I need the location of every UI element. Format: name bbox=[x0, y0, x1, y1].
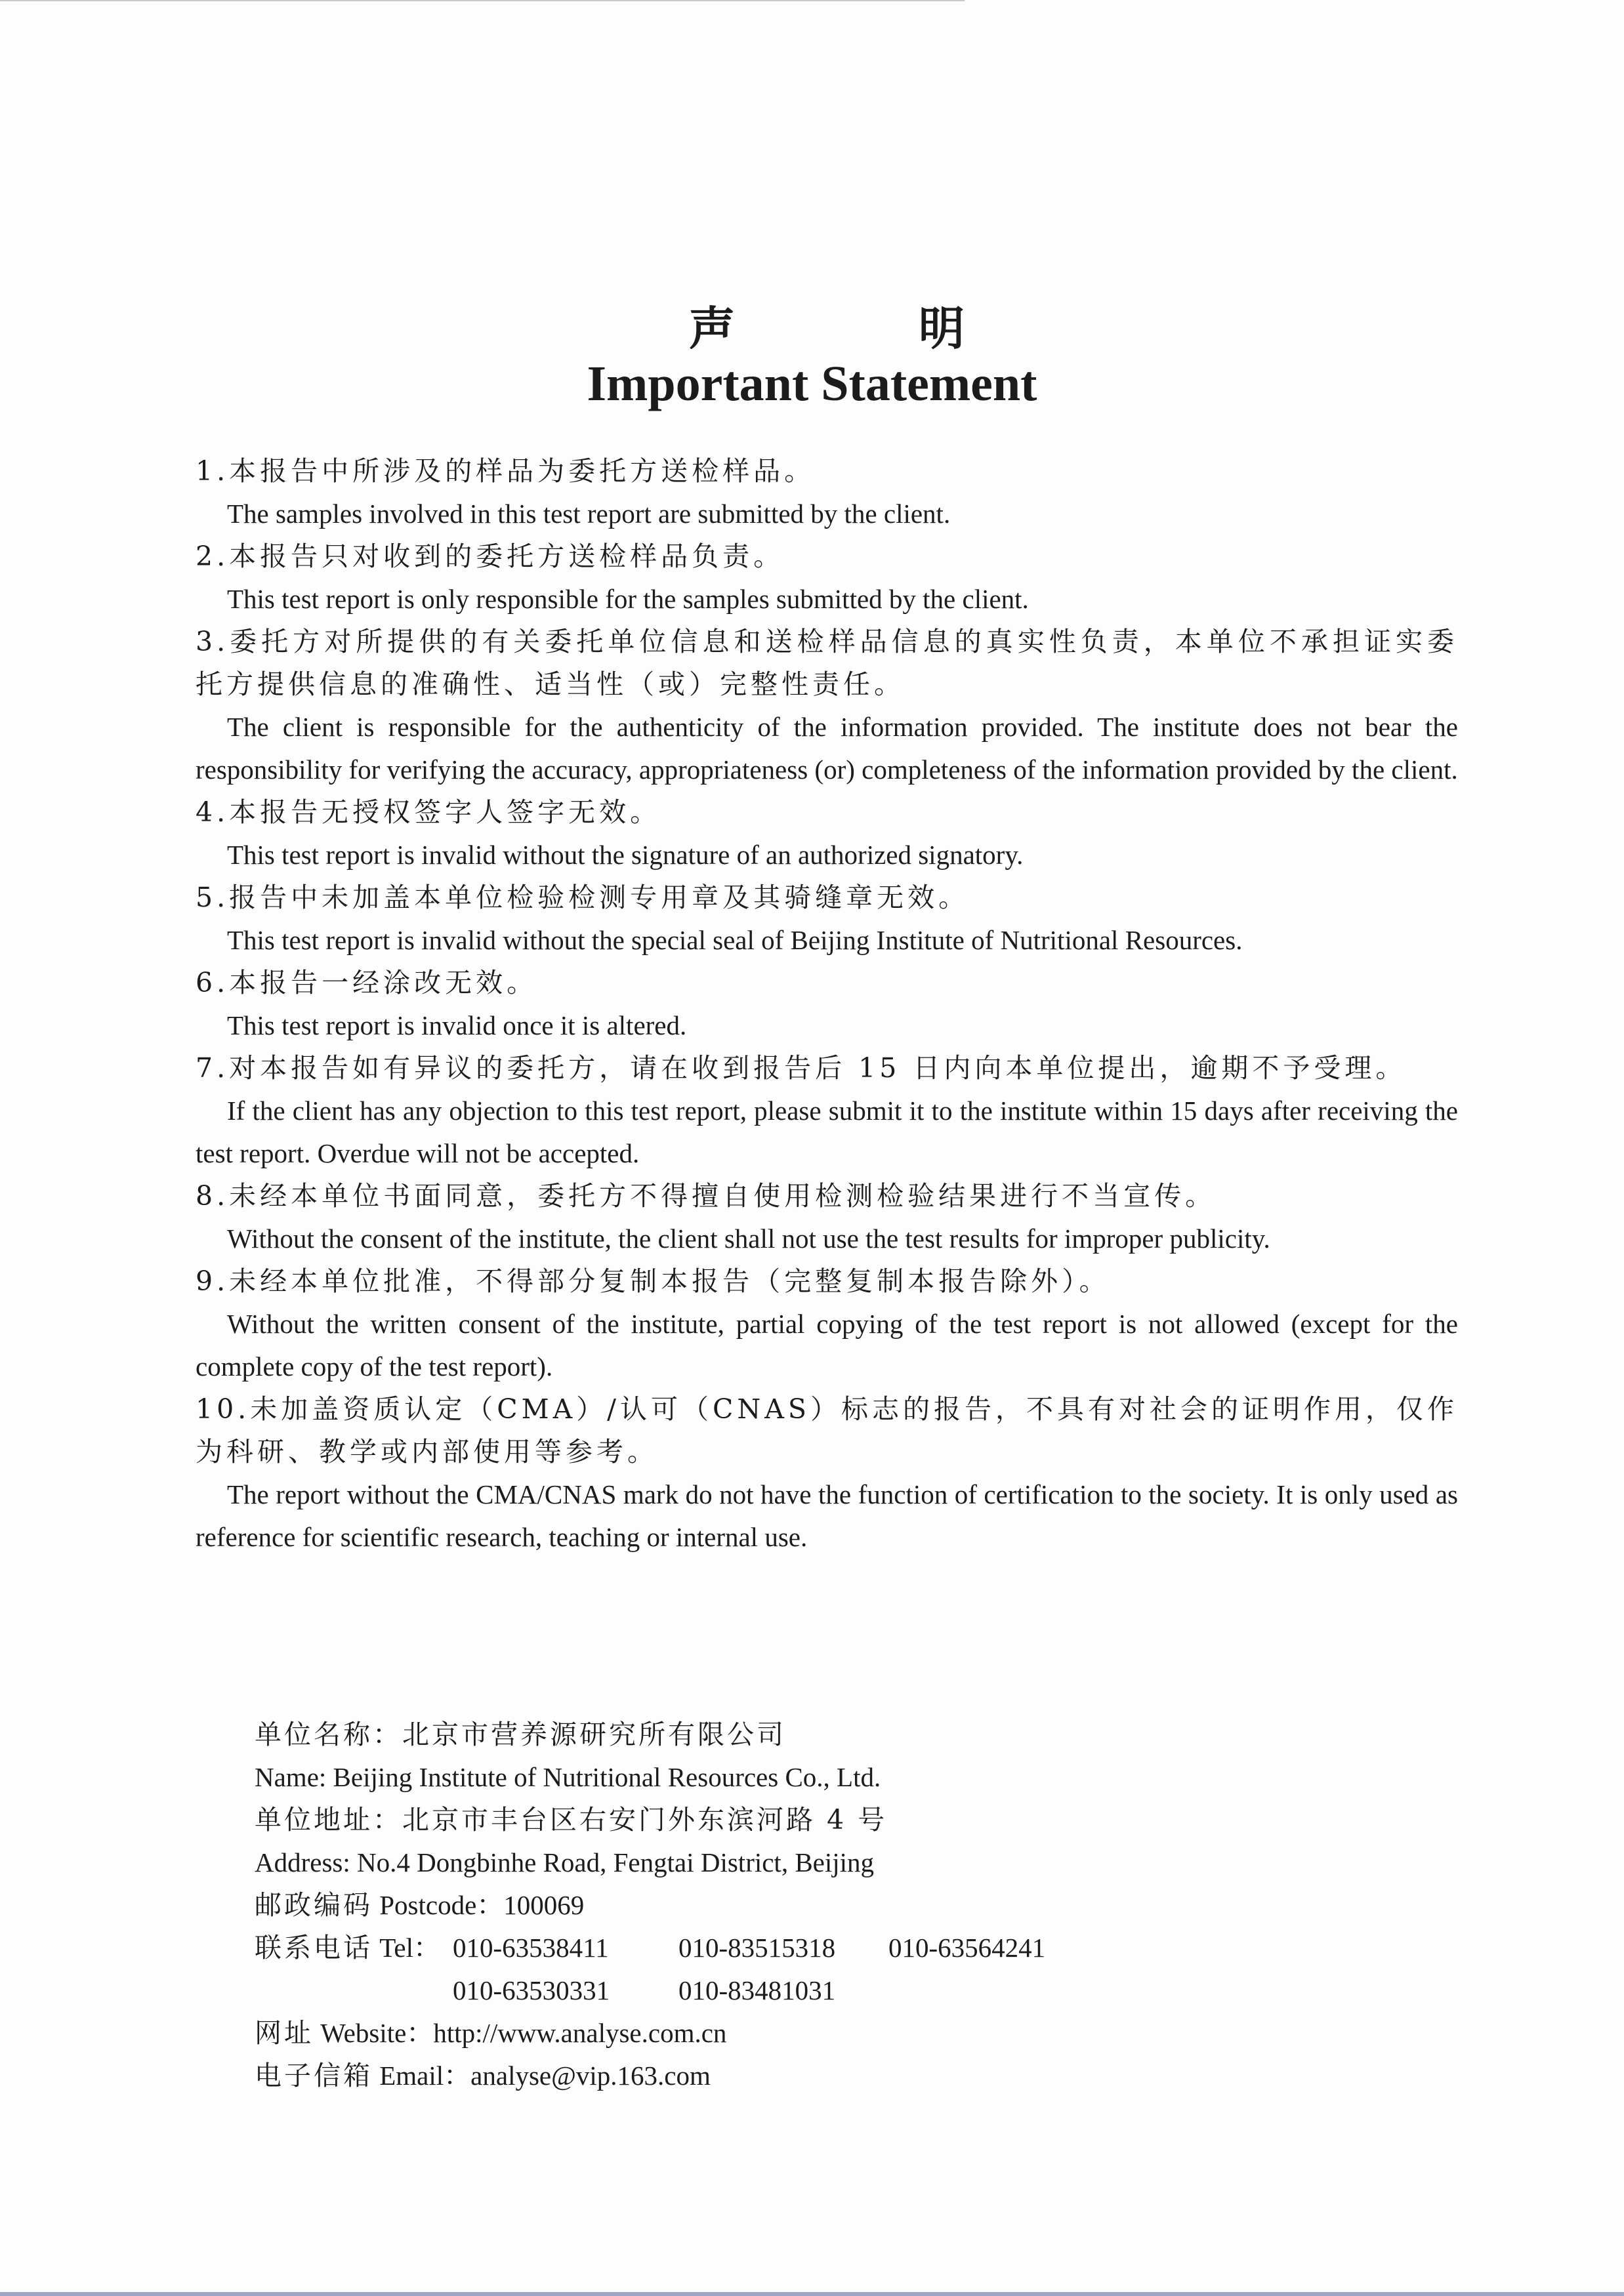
scan-bottom-edge bbox=[0, 2292, 1624, 2296]
contact-name-cn-row bbox=[255, 1713, 1173, 1756]
contact-tel-number-4: 010-63530331 bbox=[453, 1975, 610, 2005]
scan-edge-line bbox=[0, 0, 965, 1]
contact-tel-number-3: 010-63564241 bbox=[888, 1933, 1046, 1963]
contact-postcode-en-label: Postcode： bbox=[373, 1890, 504, 1920]
contact-block bbox=[255, 1713, 1173, 2097]
contact-tel-number-1: 010-63538411 bbox=[453, 1933, 609, 1963]
statement-8-en: Without the consent of the institute, the client shall not use the test results for improper publicity. bbox=[227, 1223, 1270, 1254]
statement-9-en: Without the written consent of the institute, partial copying of the test report is not allowed (except for the complete copy of the test report). bbox=[196, 1309, 1458, 1382]
contact-address-cn: 北京市丰台区右安门外东滨河路 4 号 bbox=[402, 1804, 888, 1835]
contact-address-en: Address: No.4 Dongbinhe Road, Fengtai District, Beijing bbox=[255, 1847, 875, 1877]
contact-website-cn-label: 网址 bbox=[255, 2017, 314, 2049]
statement-10-en: The report without the CMA/CNAS mark do not have the function of certification to the society. It is only used as reference for scientific research, teaching or internal use. bbox=[196, 1479, 1458, 1552]
contact-email-cn-label: 电子信箱 bbox=[255, 2060, 373, 2091]
statement-8-cn: 8.未经本单位书面同意，委托方不得擅自使用检测检验结果进行不当宣传。 bbox=[196, 1180, 1217, 1212]
statement-9-cn: 9.未经本单位批准，不得部分复制本报告（完整复制本报告除外）。 bbox=[196, 1265, 1110, 1297]
contact-postcode-cn-label: 邮政编码 bbox=[255, 1889, 373, 1921]
contact-name-cn-label: 单位名称： bbox=[255, 1719, 402, 1750]
contact-address-cn-label: 单位地址： bbox=[255, 1804, 402, 1835]
contact-tel-number-2: 010-83515318 bbox=[678, 1933, 836, 1963]
heading-en: Important Statement bbox=[587, 356, 1037, 411]
statement-7-en: If the client has any objection to this test report, please submit it to the institute within 15 days after receiving the test report. Overdue will not be accepted. bbox=[196, 1096, 1458, 1168]
statement-10-cn: 10.未加盖资质认定（CMA）/认可（CNAS）标志的报告，不具有对社会的证明作用，仅作为科研、教学或内部使用等参考。 bbox=[196, 1393, 1458, 1467]
statement-7-cn: 7.对本报告如有异议的委托方，请在收到报告后 15 日内向本单位提出，逾期不予受理。 bbox=[196, 1052, 1407, 1084]
statement-5-en: This test report is invalid without the special seal of Beijing Institute of Nutritional Resources. bbox=[227, 925, 1243, 955]
contact-email-en-label: Email： bbox=[373, 2060, 471, 2091]
contact-name-en: Name: Beijing Institute of Nutritional Resources Co., Ltd. bbox=[255, 1762, 881, 1792]
contact-email-row bbox=[255, 2055, 1173, 2097]
statement-5-cn: 5.报告中未加盖本单位检验检测专用章及其骑缝章无效。 bbox=[196, 882, 970, 913]
contact-website-row bbox=[255, 2012, 1173, 2055]
contact-tel-row-2 bbox=[255, 1969, 1173, 2012]
contact-email: analyse@vip.163.com bbox=[470, 2060, 711, 2091]
statement-3-en: The client is responsible for the authenticity of the information provided. The institute does not bear the responsibility for verifying the accuracy, appropriateness (or) completeness of the information provided by the client. bbox=[196, 712, 1458, 785]
statement-list bbox=[196, 450, 1458, 1559]
statement-6-cn: 6.本报告一经涂改无效。 bbox=[196, 967, 538, 998]
contact-website-en-label: Website： bbox=[314, 2018, 434, 2048]
contact-website: http://www.analyse.com.cn bbox=[433, 2018, 727, 2048]
statement-4-en: This test report is invalid without the signature of an authorized signatory. bbox=[227, 840, 1024, 870]
statement-2-en: This test report is only responsible for the samples submitted by the client. bbox=[227, 584, 1029, 614]
contact-postcode-row bbox=[255, 1884, 1173, 1927]
contact-postcode: 100069 bbox=[503, 1890, 585, 1920]
contact-name-cn: 北京市营养源研究所有限公司 bbox=[402, 1719, 786, 1750]
contact-address-cn-row bbox=[255, 1799, 1173, 1841]
heading-cn bbox=[689, 292, 965, 358]
statement-1-en: The samples involved in this test report are submitted by the client. bbox=[227, 499, 951, 529]
statement-4-cn: 4.本报告无授权签字人签字无效。 bbox=[196, 796, 661, 828]
statement-1-cn: 1.本报告中所涉及的样品为委托方送检样品。 bbox=[196, 455, 816, 487]
contact-tel-row-1 bbox=[255, 1927, 1173, 1969]
heading-cn-char-2: 明 bbox=[919, 301, 965, 356]
statement-6-en: This test report is invalid once it is altered. bbox=[227, 1010, 687, 1040]
contact-tel-cn-label: 联系电话 bbox=[255, 1932, 373, 1963]
heading-cn-char-1: 声 bbox=[689, 301, 735, 356]
contact-tel-en-label: Tel： bbox=[373, 1933, 441, 1963]
statement-2-cn: 2.本报告只对收到的委托方送检样品负责。 bbox=[196, 541, 785, 572]
statement-3-cn: 3.委托方对所提供的有关委托单位信息和送检样品信息的真实性负责，本单位不承担证实委托方提供信息的准确性、适当性（或）完整性责任。 bbox=[196, 626, 1458, 700]
contact-tel-number-5: 010-83481031 bbox=[678, 1975, 836, 2005]
